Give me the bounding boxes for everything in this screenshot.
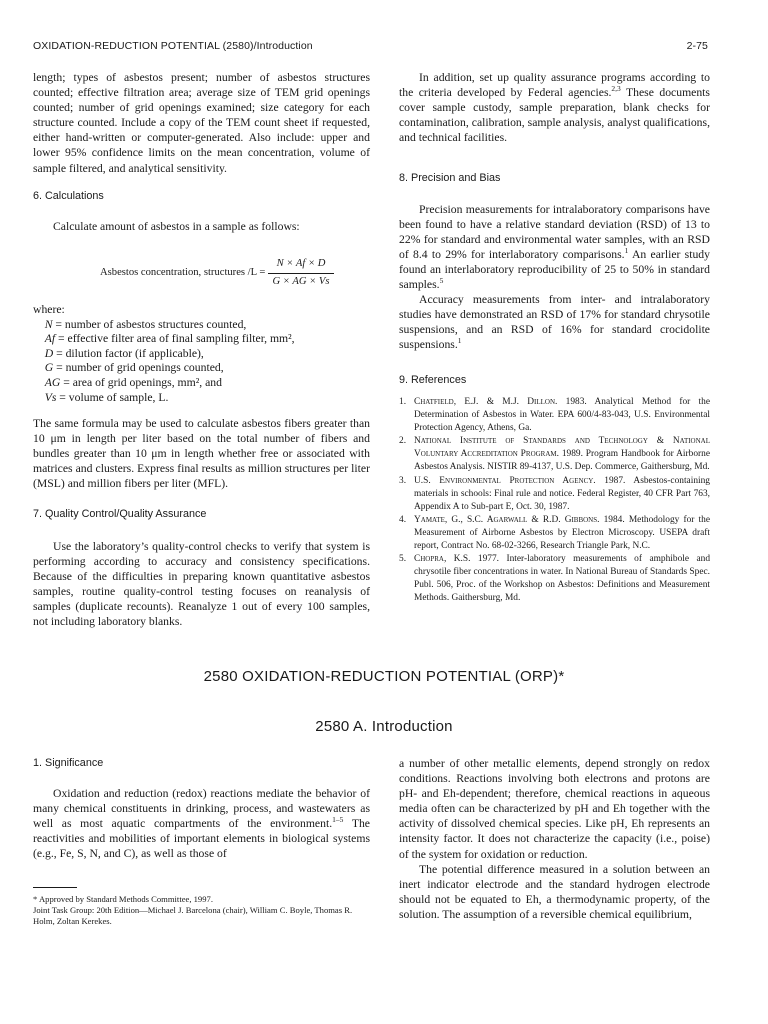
variable-definition: = number of grid openings counted, — [53, 361, 224, 375]
variable-symbol: Vs — [44, 390, 57, 404]
variable-definition: = number of asbestos structures counted, — [52, 317, 247, 331]
text-run: Precision measurements for intralaboratory comparisons have been found to have a relative standard deviation (RSD) of 13 to 22% for standard and environmental water samples, with an RSD of 8.4 to 29% for interlaboratory comparisons. — [399, 202, 710, 261]
running-header: OXIDATION-REDUCTION POTENTIAL (2580)/Introduction — [33, 40, 313, 52]
asbestos-concentration-equation — [100, 258, 370, 290]
fraction-bar — [268, 273, 334, 274]
footnote-rule — [33, 887, 77, 888]
citation-superscript: 1–5 — [332, 815, 344, 825]
section-title: 2580 OXIDATION-REDUCTION POTENTIAL (ORP)* — [203, 668, 565, 685]
variable-symbol: Af — [44, 332, 56, 346]
paragraph-accuracy — [399, 292, 710, 352]
reference-number: 2. — [399, 436, 407, 447]
reference-details: . 1987. Asbestos-containing materials in schools: Final rule and notice. Federal Register, 40 CFR Part 763, Appendix A to Sub-part E, Oct. 30, 1987. — [414, 475, 710, 512]
text-run: These documents cover sample custody, sample preparation, blank checks for contamination, calibration, sample analysis, analyst qualifications, and technical facilities. — [399, 86, 710, 145]
equation-label: Asbestos concentration, structures /L = — [100, 267, 266, 278]
paragraph-quality-control: Use the laboratory’s quality-control checks to verify that system is performing according to accuracy and consistency specifications. Because of the difficulties in preparing known quantitative asbestos samples, routine quality-control testing focuses on reanalysis of samples (duplicate recounts). Reanalyze 1 out of every 100 samples, not including laboratory blanks. — [33, 539, 370, 629]
left-column-top — [33, 70, 370, 234]
variable-symbol: G — [44, 361, 54, 375]
footnote — [33, 894, 370, 926]
text-run: Accuracy measurements from inter- and intralaboratory studies have demonstrated an RSD of 17% for standard chrysotile suspensions, and an RSD of 16% for standard crocidolite suspensions. — [399, 293, 710, 352]
calculation-intro: Calculate amount of asbestos in a sample as follows: — [53, 219, 300, 233]
reference-number: 4. — [399, 514, 407, 525]
variable-definition: = effective filter area of final sampling filter, mm², — [55, 332, 295, 346]
paragraph-report-contents: length; types of asbestos present; number of asbestos structures counted; effective filtration area; average size of TEM grid openings counted; number of grid openings examined; size category for each structure counted. Include a copy of the TEM count sheet if requested, either hand-written or computer-generated. Also include: upper and lower 95% confidence limits on the mean concentration, volume of sample filtered, and analytical sensitivity. — [33, 71, 370, 175]
reference-authors: National Institute of Standards and Technology & National Voluntary Accreditation Program — [414, 436, 710, 460]
variable-symbol: D — [44, 346, 54, 360]
variable-row — [33, 318, 295, 333]
paragraph-quality-assurance — [399, 70, 710, 145]
section-heading-precision-bias: 8. Precision and Bias — [399, 172, 501, 185]
reference-list — [399, 396, 710, 606]
variable-row — [33, 361, 295, 376]
text-run: An earlier study found an interlaboratory reproducibility of 25 to 50% in standard samples. — [399, 247, 710, 292]
section-heading-quality-control: 7. Quality Control/Quality Assurance — [33, 508, 207, 521]
citation-superscript: 1 — [624, 245, 629, 255]
reference-details: 1977. Inter-laboratory measurements of amphibole and chrysotile fiber concentrations in water. In National Bureau of Standards Spec. Publ. 506, Proc. of the Workshop on Asbestos: Definitions and Measurement Methods. Gaithersburg, Md. — [414, 554, 711, 604]
reference-number: 5. — [399, 554, 407, 565]
equation-numerator: N × Af × D — [276, 258, 326, 269]
section-heading-references: 9. References — [399, 373, 467, 386]
reference-details: . 1989. Program Handbook for Airborne Asbestos Analysis. NISTIR 89-4137, U.S. Dep. Commerce, Gaithersburg, Md. — [414, 449, 710, 473]
variable-definition: = dilution factor (if applicable), — [53, 346, 204, 360]
variable-definition: = volume of sample, L. — [56, 390, 169, 404]
right-column-top — [399, 70, 710, 388]
variable-definitions — [33, 303, 295, 405]
where-label: where: — [33, 303, 65, 316]
subsection-title: 2580 A. Introduction — [315, 718, 453, 735]
reference-authors: Chatfield, E.J. & M.J. Dillon — [414, 397, 556, 407]
section-heading-calculations: 6. Calculations — [33, 189, 104, 202]
citation-superscript: 1 — [457, 336, 462, 346]
reference-details: . 1983. Analytical Method for the Determination of Asbestos in Water. EPA 600/4-83-043, U.S. Environmental Protection Agency, Athens, Ga. — [414, 397, 711, 434]
variable-row — [33, 347, 295, 362]
intro-left-column — [33, 756, 370, 862]
variable-symbol: AG — [44, 375, 61, 389]
footnote-approval: * Approved by Standard Methods Committee, 1997. — [33, 894, 213, 904]
paragraph-potential-difference: The potential difference measured in a solution between an inert indicator electrode and the standard hydrogen electrode should not be equated to Eh, a thermodynamic property, of the solution. The assumption of a reversible chemical equilibrium, — [399, 862, 710, 921]
text-run: In addition, set up quality assurance programs according to the criteria developed by Federal agencies. — [399, 71, 710, 100]
variable-row — [33, 376, 295, 391]
citation-superscript: 5 — [439, 276, 444, 286]
variable-row — [33, 391, 295, 406]
citation-superscript: 2,3 — [611, 84, 621, 94]
variable-symbol: N — [44, 317, 53, 331]
intro-right-column — [399, 756, 710, 922]
equation-denominator: G × AG × Vs — [272, 276, 330, 287]
footnote-task-group: Joint Task Group: 20th Edition—Michael J. Barcelona (chair), William C. Boyle, Thomas R. Holm, Zoltan Kerekes. — [33, 904, 353, 926]
reference-details: . 1984. Methodology for the Measurement of Airborne Asbestos by Electron Microscopy. USEPA draft report, Contract No. 68-02-3266, Research Triangle Park, N.C. — [414, 514, 710, 552]
reference-item — [399, 396, 710, 435]
reference-number: 1. — [399, 397, 407, 407]
reference-item — [399, 475, 710, 514]
equation-fraction — [268, 258, 334, 287]
paragraph-precision — [399, 202, 710, 293]
page-number: 2-75 — [686, 40, 708, 52]
reference-item — [399, 514, 710, 553]
left-column-bottom — [33, 416, 370, 629]
reference-authors: Chopra, K.S. — [414, 554, 471, 565]
paragraph-fiber-formula: The same formula may be used to calculate asbestos fibers greater than 10 μm in length per liter based on the total number of fibers and bundles greater than 10 μm in length whether free or associated with matrices and clusters. Express final results as million structures per liter (MSL) and million fibers per liter (MFL). — [33, 417, 370, 491]
variable-row — [33, 332, 295, 347]
text-run: The reactivities and mobilities of important elements in biological systems (e.g., Fe, S, N, and C), as well as those of — [33, 817, 370, 861]
text-run: Oxidation and reduction (redox) reactions mediate the behavior of many chemical constituents in drinking, process, and wastewaters as well as most aquatic compartments of the environment. — [33, 787, 370, 831]
variable-definition: = area of grid openings, mm², and — [60, 375, 222, 389]
paragraph-significance — [33, 786, 370, 861]
paragraph-redox-conditions: a number of other metallic elements, depend strongly on redox conditions. Reactions involving both electrons and protons are pH- and Eh-dependent; therefore, chemical reactions in aqueous media often can be characterized by pH and Eh together with the activity of dissolved chemical species. Like pH, Eh represents an intensity factor. It does not characterize the capacity (i.e., poise) of the system for oxidation or reduction. — [399, 757, 710, 861]
reference-authors: Yamate, G., S.C. Agarwall & R.D. Gibbons — [414, 514, 598, 525]
reference-authors: U.S. Environmental Protection Agency — [414, 475, 594, 486]
reference-item — [399, 553, 710, 605]
section-heading-significance: 1. Significance — [33, 757, 104, 769]
reference-item — [399, 435, 710, 474]
reference-number: 3. — [399, 475, 407, 486]
